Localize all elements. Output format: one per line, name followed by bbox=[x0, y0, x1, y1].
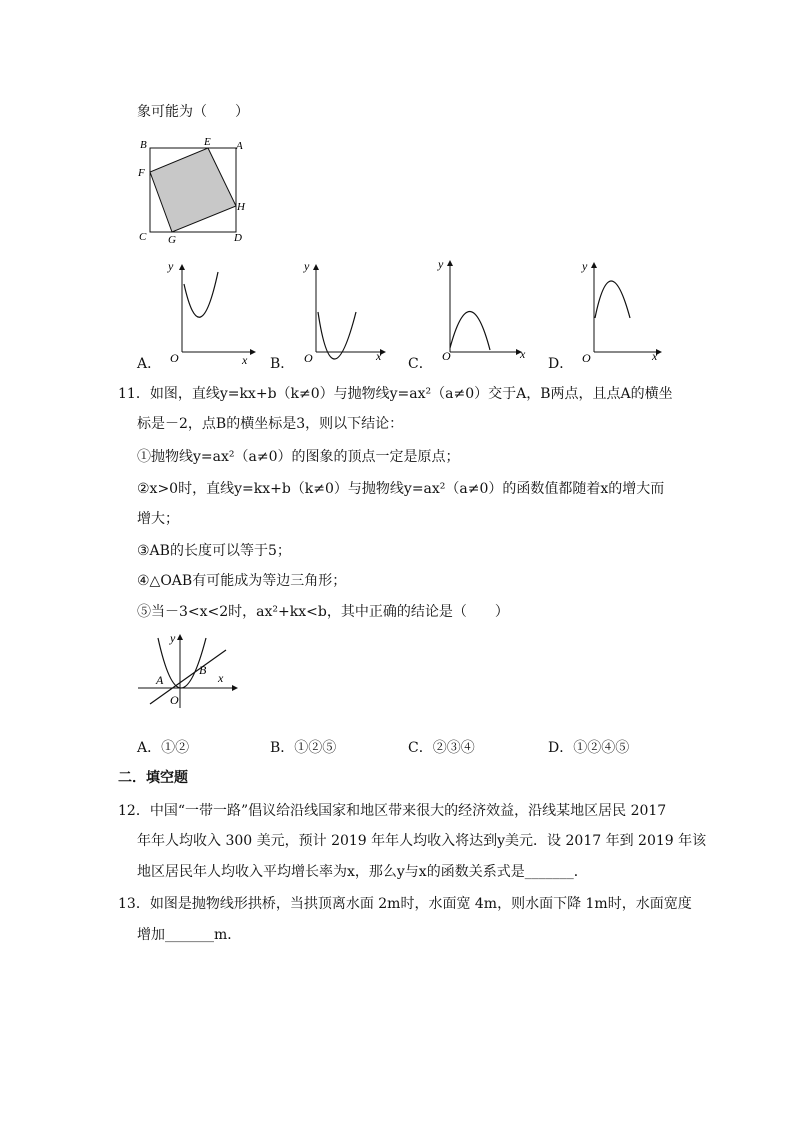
axis-x-label: x bbox=[242, 353, 248, 366]
label-B: B bbox=[140, 139, 147, 151]
q11-option-c[interactable]: C．②③④ bbox=[408, 740, 475, 756]
label-A: A bbox=[236, 140, 243, 152]
option-d-curve bbox=[595, 281, 630, 318]
q10-option-c-graph bbox=[432, 256, 532, 366]
q11-statement-4: ④△OAB有可能成为等边三角形； bbox=[137, 573, 347, 589]
axis-x-label: x bbox=[376, 349, 382, 363]
axis-x-label: x bbox=[520, 347, 526, 361]
q11-statement-3: ③AB的长度可以等于5； bbox=[137, 543, 291, 559]
label-G: G bbox=[168, 234, 176, 244]
axis-x-label: x bbox=[652, 349, 658, 363]
label-F: F bbox=[138, 167, 145, 179]
q10-option-c-letter[interactable]: C． bbox=[408, 356, 433, 372]
origin-label: O bbox=[304, 351, 313, 365]
axis-y-label: y bbox=[438, 257, 444, 271]
q10-option-d-letter[interactable]: D． bbox=[548, 356, 574, 372]
q11-line-1: 11．如图，直线y=kx+b（k≠0）与抛物线y=ax²（a≠0）交于A，B两点，且点A的横坐 bbox=[118, 386, 673, 402]
q11-point-a-label: A bbox=[156, 673, 164, 687]
origin-label: O bbox=[582, 351, 591, 365]
label-C: C bbox=[139, 231, 147, 243]
label-H: H bbox=[237, 201, 245, 213]
q10-option-a-graph bbox=[160, 256, 260, 366]
option-a-curve bbox=[184, 272, 218, 317]
q11-statement-2b: 增大； bbox=[137, 511, 179, 527]
section-title-fill-in: 二．填空题 bbox=[118, 770, 188, 786]
q10-option-b-letter[interactable]: B． bbox=[270, 356, 295, 372]
q10-option-d-graph bbox=[574, 256, 674, 366]
label-D: D bbox=[234, 232, 242, 244]
q11-axis-y-label: y bbox=[170, 631, 176, 645]
q10-square-figure bbox=[136, 136, 252, 244]
inner-shaded-square bbox=[150, 148, 236, 232]
q13-line-2: 增加_______m． bbox=[137, 927, 242, 943]
q10-tail-text: 象可能为（ ） bbox=[137, 104, 249, 120]
q11-statement-5: ⑤当－3<x<2时，ax²+kx<b，其中正确的结论是（ ） bbox=[137, 604, 509, 620]
q11-origin-label: O bbox=[170, 693, 179, 707]
q10-option-a-letter[interactable]: A． bbox=[137, 356, 162, 372]
origin-label: O bbox=[170, 351, 179, 365]
q11-figure bbox=[136, 628, 246, 712]
axis-y-label: y bbox=[168, 259, 174, 273]
q11-option-d[interactable]: D．①②④⑤ bbox=[548, 740, 630, 756]
q12-line-1: 12．中国“一带一路”倡议给沿线国家和地区带来很大的经济效益，沿线某地区居民 2017 bbox=[118, 803, 667, 819]
q11-axis-x-label: x bbox=[218, 671, 224, 685]
q12-line-3: 地区居民年人均收入平均增长率为x，那么y与x的函数关系式是_______． bbox=[137, 864, 588, 880]
axis-y-label: y bbox=[582, 259, 588, 273]
q10-option-b-graph bbox=[296, 256, 396, 366]
q12-line-2: 年年人均收入 300 美元，预计 2019 年年人均收入将达到y美元．设 2017 年到 2019 年该 bbox=[137, 833, 707, 849]
axis-y-label: y bbox=[304, 259, 310, 273]
label-E: E bbox=[204, 136, 211, 148]
q11-point-b-label: B bbox=[199, 663, 207, 677]
q11-option-b[interactable]: B．①②⑤ bbox=[270, 740, 337, 756]
origin-label: O bbox=[442, 349, 451, 363]
q11-option-a[interactable]: A．①② bbox=[137, 740, 190, 756]
q11-statement-2a: ②x>0时，直线y=kx+b（k≠0）与抛物线y=ax²（a≠0）的函数值都随着x的增大而 bbox=[137, 481, 665, 497]
q11-line-2: 标是－2，点B的横坐标是3，则以下结论： bbox=[137, 416, 404, 432]
q11-statement-1: ①抛物线y=ax²（a≠0）的图象的顶点一定是原点； bbox=[137, 449, 460, 465]
q13-line-1: 13．如图是抛物线形拱桥，当拱顶离水面 2m时，水面宽 4m，则水面下降 1m时，水面宽度 bbox=[118, 896, 692, 912]
option-c-curve bbox=[450, 311, 490, 350]
